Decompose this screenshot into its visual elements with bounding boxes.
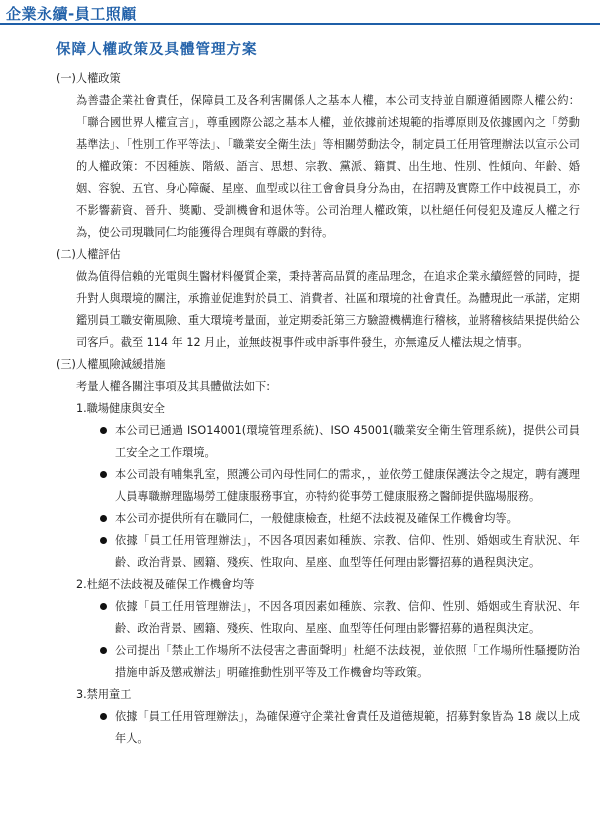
bullet-item (100, 640, 580, 684)
bullet-dot-icon (100, 427, 107, 434)
bullet-text: 依據「員工任用管理辦法」，不因各項因素如種族、宗教、信仰、性別、婚姻或生育狀況、年齡、政治背景、國籍、殘疾、性取向、星座、血型等任何理由影響招募的過程與決定。 (115, 600, 580, 635)
section-heading: (三)人權風險減緩措施 (56, 358, 166, 371)
section-heading: (二)人權評估 (56, 248, 121, 261)
section-heading: (一)人權政策 (56, 72, 121, 85)
bullet-list (40, 420, 580, 574)
body-paragraph: 為善盡企業社會責任，保障員工及各利害關係人之基本人權，本公司支持並自願遵循國際人權公約：「聯合國世界人權宣言」，尊重國際公認之基本人權，並依據前述規範的指導原則及依據國內之「勞動基準法」、「性別工作平等法」、「職業安全衛生法」等相關勞動法令，制定員工任用管理辦法以宣示公司的人權政策：不因種族、階級、語言、思想、宗教、黨派、籍貫、出生地、性別、性傾向、年齡、婚姻、容貌、五官、身心障礙、星座、血型或以往工會會員身分為由，在招聘及實際工作中歧視員工，亦不影響薪資、晉升、獎勵、受訓機會和退休等。公司治理人權政策，以杜絕任何侵犯及違反人權之行為，使公司現職同仁均能獲得合理與有尊嚴的對待。 (76, 94, 580, 239)
document-title: 保障人權政策及具體管理方案 (56, 42, 258, 58)
section-header-title: 企業永續-員工照顧 (6, 5, 137, 23)
bullet-dot-icon (100, 471, 107, 478)
bullet-dot-icon (100, 603, 107, 610)
bullet-list (40, 596, 580, 684)
bullet-text: 依據「員工任用管理辦法」，為確保遵守企業社會責任及道德規範，招募對象皆為 18 歲以上成年人。 (115, 710, 580, 745)
bullet-item (100, 530, 580, 574)
bullet-dot-icon (100, 515, 107, 522)
header-divider (0, 23, 600, 25)
bullet-dot-icon (100, 713, 107, 720)
bullet-text: 公司提出「禁止工作場所不法侵害之書面聲明」杜絕不法歧視，並依照「工作場所性騷擾防治措施申訴及懲戒辦法」明確推動性別平等及工作機會均等政策。 (115, 644, 580, 679)
bullet-dot-icon (100, 647, 107, 654)
bullet-text: 本公司亦提供所有在職同仁，一般健康檢查，杜絕不法歧視及確保工作機會均等。 (115, 512, 518, 525)
bullet-item (100, 596, 580, 640)
subsection-heading: 3.禁用童工 (76, 688, 132, 701)
document-body (40, 68, 580, 750)
bullet-item (100, 706, 580, 750)
bullet-text: 本公司已通過 ISO14001(環境管理系統)、ISO 45001(職業安全衛生管理系統)，提供公司員工安全之工作環境。 (115, 424, 580, 459)
bullet-dot-icon (100, 537, 107, 544)
bullet-item (100, 420, 580, 464)
body-paragraph: 考量人權各關注事項及其具體做法如下: (76, 380, 270, 393)
bullet-list (40, 706, 580, 750)
bullet-item (100, 464, 580, 508)
bullet-text: 依據「員工任用管理辦法」，不因各項因素如種族、宗教、信仰、性別、婚姻或生育狀況、年齡、政治背景、國籍、殘疾、性取向、星座、血型等任何理由影響招募的過程與決定。 (115, 534, 580, 569)
subsection-heading: 1.職場健康與安全 (76, 402, 165, 415)
bullet-item (100, 508, 580, 530)
subsection-heading: 2.杜絕不法歧視及確保工作機會均等 (76, 578, 255, 591)
body-paragraph: 做為值得信賴的光電與生醫材料優質企業，秉持著高品質的產品理念，在追求企業永續經營的同時，提升對人與環境的關注，承擔並促進對於員工、消費者、社區和環境的社會責任。為體現此一承諾，定期鑑別員工職安衛風險、重大環境考量面，並定期委託第三方驗證機構進行稽核，並將稽核結果提供給公司客戶。截至 114 年 12 月止，並無歧視事件或申訴事件發生，亦無違反人權法規之情事。 (76, 270, 580, 349)
bullet-text: 本公司設有哺集乳室，照護公司內母性同仁的需求，，並依勞工健康保護法令之規定，聘有護理人員專職辦理臨場勞工健康服務事宜，亦特約從事勞工健康服務之醫師提供臨場服務。 (115, 468, 580, 503)
